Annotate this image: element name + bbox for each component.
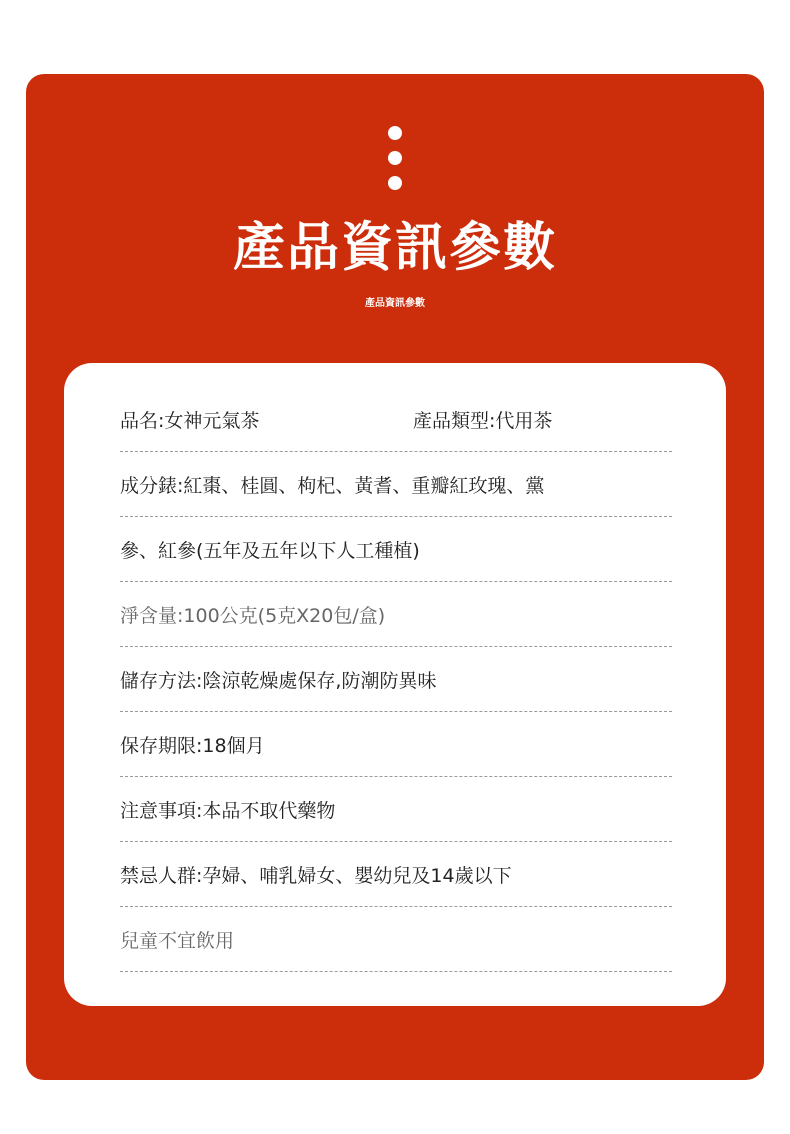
row-ingredients bbox=[120, 452, 672, 517]
row-net-weight bbox=[120, 582, 672, 647]
row-notice bbox=[120, 777, 672, 842]
info-card bbox=[64, 363, 726, 1006]
dot-icon bbox=[388, 151, 402, 165]
contraindications-line-2: 兒童不宜飲用 bbox=[120, 929, 235, 952]
notice: 注意事項:本品不取代藥物 bbox=[120, 799, 336, 822]
row-storage bbox=[120, 647, 672, 712]
row-contraindications-cont bbox=[120, 907, 672, 972]
net-weight: 淨含量:100公克(5克X20包/盒) bbox=[120, 604, 386, 627]
row-name-type bbox=[120, 387, 672, 452]
dot-icon bbox=[388, 176, 402, 190]
dot-icon bbox=[388, 126, 402, 140]
row-ingredients-cont bbox=[120, 517, 672, 582]
contraindications-line-1: 禁忌人群:孕婦、哺乳婦女、嬰幼兒及14歲以下 bbox=[120, 864, 512, 887]
product-type: 產品類型:代用茶 bbox=[413, 409, 553, 432]
storage-method: 儲存方法:陰涼乾燥處保存,防潮防異味 bbox=[120, 669, 437, 692]
shelf-life: 保存期限:18個月 bbox=[120, 734, 265, 757]
row-shelf-life bbox=[120, 712, 672, 777]
product-name: 品名:女神元氣茶 bbox=[120, 409, 260, 432]
ingredients-line-2: 參、紅參(五年及五年以下人工種植) bbox=[120, 539, 420, 562]
page-title: 產品資訊參數 bbox=[232, 218, 557, 278]
row-contraindications bbox=[120, 842, 672, 907]
dots-decoration bbox=[26, 126, 764, 201]
ingredients-line-1: 成分錶:紅棗、桂圓、枸杞、黃耆、重瓣紅玫瑰、黨 bbox=[120, 474, 545, 497]
page-subtitle: 產品資訊參數 bbox=[365, 298, 425, 309]
product-info-panel bbox=[26, 74, 764, 1080]
